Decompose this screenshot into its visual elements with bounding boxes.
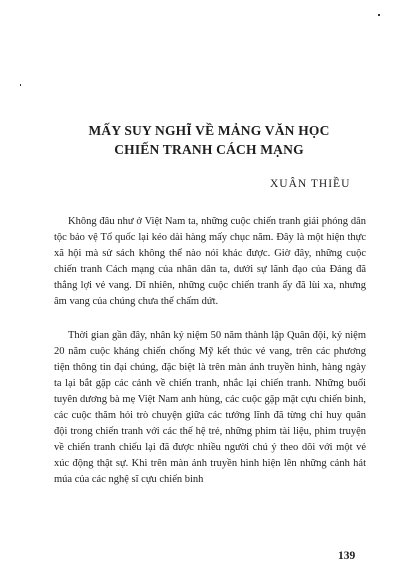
page-number: 139: [338, 550, 356, 562]
article-author: XUÂN THIỀU: [270, 178, 351, 190]
body-paragraph-2: [54, 328, 366, 488]
article-title-line-1: MẤY SUY NGHĨ VỀ MẢNG VĂN HỌC: [88, 123, 330, 138]
paragraph-text: Không đâu như ở Việt Nam ta, những cuộc chiến tranh giải phóng dân tộc bảo vệ Tổ quốc lại kéo dài hàng mấy chục năm. Đây là một hiện thực xã hội mà sử sách không thể nào nói khác được. Giờ đây, những cuộc chiến tranh Cách mạng của nhân dân ta, dưới sự lãnh đạo của Đảng đã thắng lợi vẻ vang. Dĩ nhiên, những cuộc chiến tranh ấy đã lùi xa, nhưng âm vang của chúng chưa thể chấm dứt.: [54, 216, 366, 307]
scan-speck: [20, 84, 21, 86]
scan-speck: [378, 14, 380, 16]
article-title-line-2: CHIẾN TRANH CÁCH MẠNG: [114, 142, 304, 157]
paragraph-text: Thời gian gần đây, nhân kỷ niệm 50 năm thành lập Quân đội, kỷ niệm 20 năm cuộc kháng chiến chống Mỹ kết thúc vẻ vang, trên các phương tiện thông tin đại chúng, đặc biệt là trên màn ảnh truyền hình, hàng ngày ta lại bắt gặp các cảnh về chiến tranh, nhắc lại chiến tranh. Những buổi tuyên dương bà mẹ Việt Nam anh hùng, các cuộc gặp mặt cựu chiến binh, các cuộc thăm hỏi trò chuyện giữa các tướng lĩnh đã từng chỉ huy quân đội trong chiến tranh với các thế hệ trẻ, những phim tài liệu, phim truyện về chiến tranh chiếu lại đã được nhiều người chú ý theo dõi với một vẻ xúc động thật sự. Khi trên màn ảnh truyền hình hiện lên những cảnh hát múa của các nghệ sĩ cựu chiến binh: [54, 330, 366, 485]
body-paragraph-1: [54, 214, 366, 310]
